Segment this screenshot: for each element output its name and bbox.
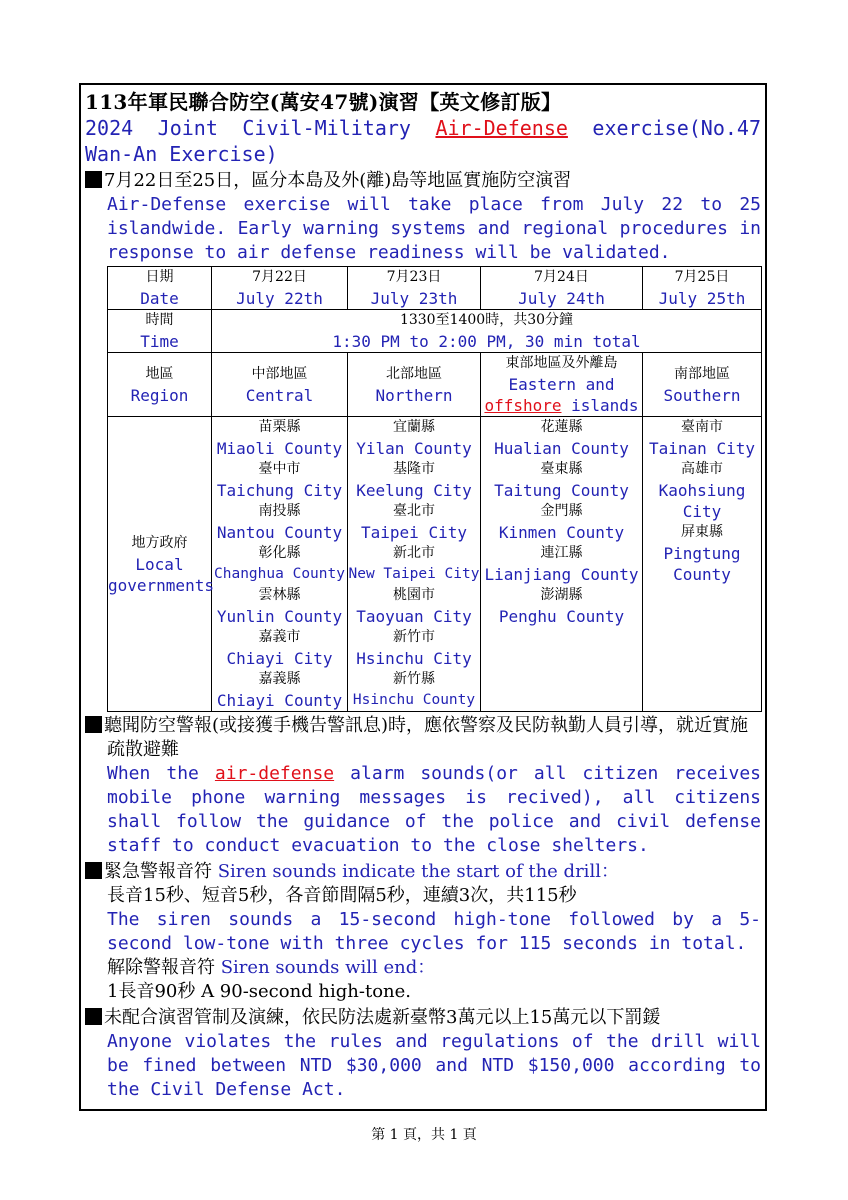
county-en: Hualian County — [494, 439, 629, 458]
county-en: New Taipei City — [348, 566, 480, 582]
region-cell-southern — [643, 353, 762, 417]
date-cell — [348, 267, 481, 310]
county-zh: 彰化縣 — [258, 545, 301, 561]
date-cell — [481, 267, 643, 310]
county-zh: 南投縣 — [258, 503, 301, 519]
southern-counties-cell — [643, 417, 762, 712]
date-en: July 25th — [658, 289, 746, 308]
section-penalty — [85, 1006, 761, 1102]
section-siren — [85, 860, 761, 1004]
county-zh: 連江縣 — [540, 545, 583, 561]
date-label-en: Date — [140, 289, 179, 308]
section2-chinese — [85, 714, 761, 762]
time-value-zh: 1330至1400時，共30分鐘 — [399, 312, 574, 328]
county-zh: 雲林縣 — [258, 587, 301, 603]
section2-chinese-text: 聽聞防空警報(或接獲手機告警訊息)時，應依警察及民防執勤人員引導，就近實施疏散避難 — [104, 715, 749, 760]
region-zh: 北部地區 — [386, 365, 442, 382]
date-zh: 7月23日 — [386, 269, 442, 285]
region-en: Southern — [663, 385, 741, 405]
date-zh: 7月25日 — [674, 269, 730, 285]
county-zh: 宜蘭縣 — [393, 419, 435, 435]
region-en-part1: Eastern and — [508, 375, 615, 394]
section2-english-part2: alarm sounds(or all citizen receives mobile phone warning messages is recived), all citizens shall follow the guidance of the police and civil defense staff to conduct evacuation to the close shelters. — [107, 763, 761, 856]
section4-chinese — [85, 1006, 761, 1030]
schedule-table — [107, 266, 762, 712]
county-en: Chiayi County — [216, 691, 343, 710]
page-footer: 第 1 頁，共 1 頁 — [371, 1127, 477, 1143]
section4-english: Anyone violates the rules and regulations of the drill will be fined between NTD $30,000 and NTD $150,000 according to the Civil Defense Act. — [107, 1031, 761, 1100]
county-zh: 澎湖縣 — [540, 587, 583, 603]
county-en: Penghu County — [498, 607, 625, 626]
county-zh: 臺北市 — [393, 503, 435, 519]
local-label-cell — [108, 417, 212, 712]
date-en: July 22th — [236, 289, 323, 308]
county-en: Pingtung County — [663, 544, 741, 584]
time-label-zh: 時間 — [145, 312, 174, 328]
time-value-cell — [212, 310, 762, 353]
region-en-highlight: offshore — [484, 396, 562, 415]
northern-counties-cell — [348, 417, 481, 712]
table-row-region — [108, 353, 762, 417]
county-zh: 臺南市 — [681, 419, 723, 435]
bullet-square-icon — [85, 171, 102, 188]
county-zh: 嘉義市 — [258, 629, 301, 645]
county-en: Kinmen County — [498, 523, 625, 542]
county-en: Hsinchu City — [356, 649, 472, 668]
county-en: Taichung City — [216, 481, 343, 500]
section1-chinese-text: 7月22日至25日，區分本島及外(離)島等地區實施防空演習 — [104, 170, 572, 191]
county-zh: 基隆市 — [393, 461, 435, 477]
title-chinese: 113年軍民聯合防空(萬安47號)演習【英文修訂版】 — [85, 90, 562, 114]
section4-chinese-text: 未配合演習管制及演練，依民防法處新臺幣3萬元以上15萬元以下罰鍰 — [104, 1007, 661, 1028]
county-zh: 屏東縣 — [681, 524, 723, 540]
local-label-en2: governments — [108, 575, 214, 595]
date-zh: 7月22日 — [252, 269, 307, 285]
county-en: Tainan City — [649, 439, 755, 458]
section2-english — [85, 762, 761, 858]
county-zh: 新北市 — [393, 545, 435, 561]
region-en: Central — [245, 385, 314, 405]
county-en: Changhua County — [214, 566, 345, 582]
table-row-date — [108, 267, 762, 310]
section3-detail-zh: 長音15秒、短音5秒，各音節間隔5秒，連續3次，共115秒 — [107, 885, 577, 906]
section1-chinese — [85, 169, 761, 193]
document-frame — [79, 83, 767, 1111]
county-en: Chiayi City — [226, 649, 333, 668]
date-label-cell — [108, 267, 212, 310]
county-zh: 臺東縣 — [540, 461, 583, 477]
date-en: July 24th — [518, 289, 605, 308]
region-label-en: Region — [130, 385, 189, 405]
section2-english-part1: When the — [107, 763, 215, 784]
county-en: Miaoli County — [216, 439, 343, 458]
eastern-counties-cell — [481, 417, 643, 712]
county-en: Yunlin County — [216, 607, 343, 626]
date-cell — [212, 267, 348, 310]
time-label-cell — [108, 310, 212, 353]
county-en: Taitung County — [494, 481, 629, 500]
date-cell — [643, 267, 762, 310]
section3-end-en: Siren sounds will end： — [215, 957, 436, 978]
county-en: Nantou County — [216, 523, 343, 542]
county-en: Yilan County — [356, 439, 472, 458]
section1-english: Air-Defense exercise will take place from July 22 to 25 islandwide. Early warning systems and regional procedures in response to air defense readiness will be validated. — [107, 194, 761, 263]
region-en — [481, 374, 642, 416]
date-en: July 23th — [370, 289, 458, 308]
region-cell-central — [212, 353, 348, 417]
region-zh: 東部地區及外離島 — [505, 355, 618, 371]
region-en-part2: islands — [561, 396, 639, 415]
county-zh: 桃園市 — [393, 587, 435, 603]
county-zh: 苗栗縣 — [258, 419, 301, 435]
region-en: Northern — [375, 385, 453, 405]
time-value-en: 1:30 PM to 2:00 PM, 30 min total — [332, 332, 641, 351]
section3-detail-en: The siren sounds a 15-second high-tone followed by a 5-second low-tone with three cycles for 115 seconds in total. — [107, 909, 761, 954]
region-zh: 南部地區 — [674, 365, 730, 382]
table-row-time — [108, 310, 762, 353]
section3-end-detail: 1長音90秒 A 90-second high-tone. — [107, 981, 412, 1002]
county-en: Hsinchu County — [352, 692, 476, 708]
table-row-local — [108, 417, 762, 712]
county-zh: 臺中市 — [258, 461, 301, 477]
date-label-zh: 日期 — [145, 269, 174, 285]
section-schedule — [85, 169, 761, 265]
section2-english-highlight: air-defense — [214, 763, 335, 784]
section3-end-heading — [85, 956, 761, 980]
title-english-highlight: Air-Defense — [435, 116, 568, 140]
title-english-part2: exercise(No.47 Wan-An Exercise) — [85, 116, 761, 166]
bullet-square-icon — [85, 1008, 102, 1025]
region-label-cell — [108, 353, 212, 417]
date-zh: 7月24日 — [534, 269, 589, 285]
bullet-square-icon — [85, 716, 102, 733]
region-cell-northern — [348, 353, 481, 417]
county-en: Taipei City — [361, 523, 467, 542]
section3-end-zh: 解除警報音符 — [107, 957, 215, 978]
central-counties-cell — [212, 417, 348, 712]
region-cell-eastern — [481, 353, 643, 417]
county-zh: 高雄市 — [681, 461, 723, 477]
county-zh: 嘉義縣 — [258, 671, 301, 687]
title-english — [85, 115, 761, 167]
section3-heading-en: Siren sounds indicate the start of the drill： — [212, 861, 619, 882]
bullet-square-icon — [85, 862, 102, 879]
region-zh: 中部地區 — [251, 365, 308, 382]
county-en: Keelung City — [356, 481, 472, 500]
local-label-en1: Local — [135, 554, 184, 574]
county-en: Taoyuan City — [356, 607, 472, 626]
title-english-part1: 2024 Joint Civil-Military — [85, 116, 436, 140]
section-evacuation — [85, 714, 761, 858]
region-label-zh: 地區 — [145, 365, 174, 382]
county-zh: 花蓮縣 — [540, 419, 583, 435]
county-zh: 金門縣 — [540, 503, 583, 519]
section3-heading-zh: 緊急警報音符 — [104, 861, 212, 882]
local-label-zh: 地方政府 — [131, 534, 188, 551]
county-zh: 新竹市 — [393, 629, 435, 645]
section3-heading — [85, 860, 761, 884]
county-en: Lianjiang County — [484, 565, 639, 584]
county-en: Kaohsiung City — [658, 481, 746, 521]
county-zh: 新竹縣 — [393, 671, 435, 687]
time-label-en: Time — [140, 332, 179, 351]
